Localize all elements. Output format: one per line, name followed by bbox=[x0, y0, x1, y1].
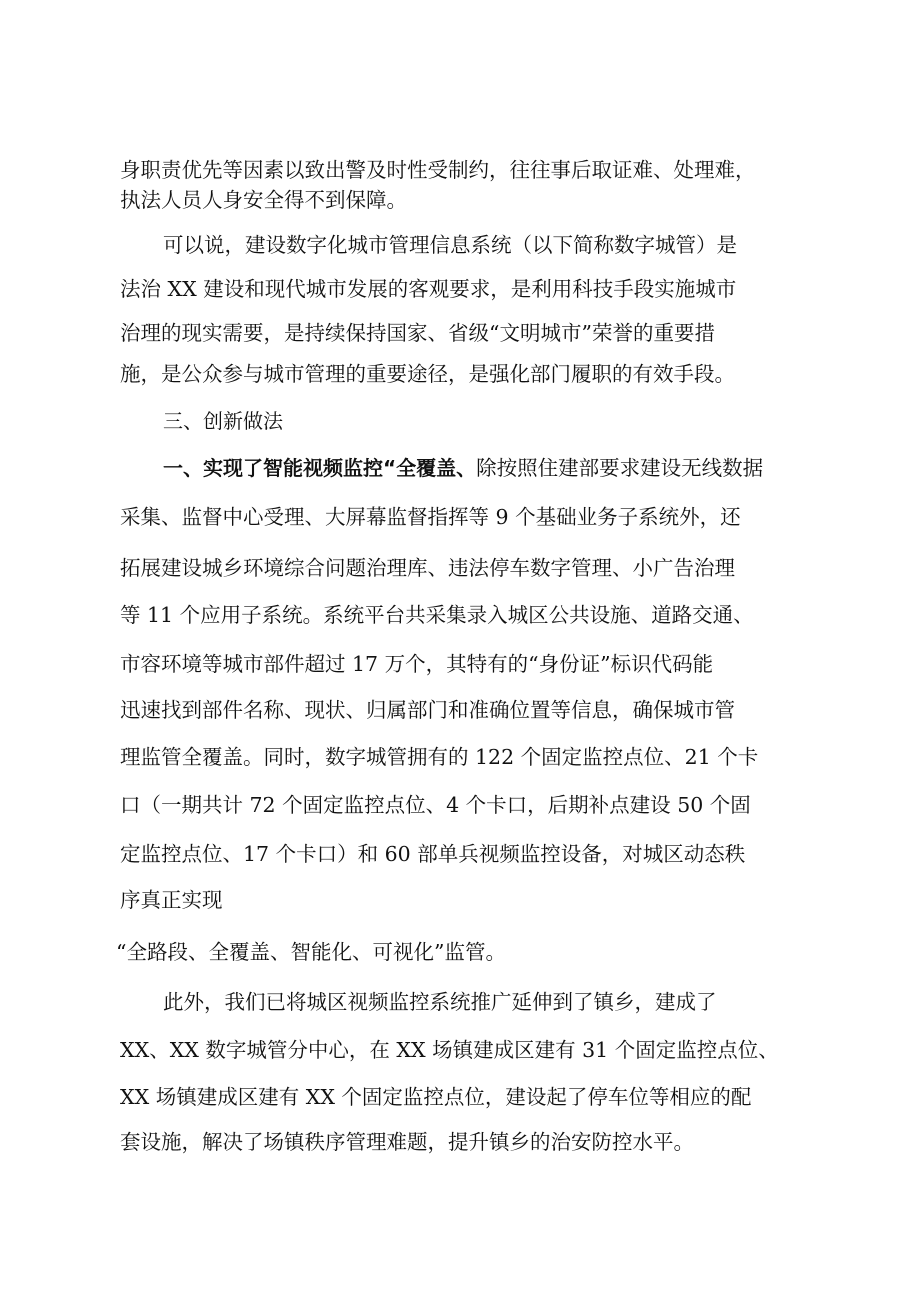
paragraph-3-line-8: 口（一期共计 72 个固定监控点位、4 个卡口，后期补点建设 50 个固 bbox=[120, 793, 751, 817]
paragraph-4-line-2: XX、XX 数字城管分中心，在 XX 场镇建成区建有 31 个固定监控点位、 bbox=[120, 1038, 779, 1062]
paragraph-2-line-1: 可以说，建设数字化城市管理信息系统（以下简称数字城管）是 bbox=[163, 233, 737, 257]
section-heading: 三、创新做法 bbox=[163, 409, 283, 433]
paragraph-3-line-7: 理监管全覆盖。同时，数字城管拥有的 122 个固定监控点位、21 个卡 bbox=[120, 745, 759, 769]
paragraph-4-line-3: XX 场镇建成区建有 XX 个固定监控点位，建设起了停车位等相应的配 bbox=[120, 1085, 752, 1109]
paragraph-3-line-5: 市容环境等城市部件超过 17 万个，其特有的“身份证”标识代码能 bbox=[120, 652, 714, 676]
quote-line: “全路段、全覆盖、智能化、可视化”监管。 bbox=[116, 940, 506, 964]
paragraph-1-line-2: 执法人员人身安全得不到保障。 bbox=[120, 188, 407, 212]
paragraph-1-line-1: 身职责优先等因素以致出警及时性受制约，往往事后取证难、处理难， bbox=[120, 158, 756, 182]
paragraph-3-line-6: 迅速找到部件名称、现状、归属部门和准确位置等信息，确保城市管 bbox=[120, 698, 735, 722]
paragraph-4-line-4: 套设施，解决了场镇秩序管理难题，提升镇乡的治安防控水平。 bbox=[120, 1130, 694, 1154]
paragraph-3-lead: 一、实现了智能视频监控“全覆盖、 bbox=[163, 456, 477, 480]
paragraph-3-line-2: 采集、监督中心受理、大屏幕监督指挥等 9 个基础业务子系统外，还 bbox=[120, 505, 741, 529]
paragraph-3-line-9: 定监控点位、17 个卡口）和 60 部单兵视频监控设备，对城区动态秩 bbox=[120, 842, 746, 866]
paragraph-3-line-1 bbox=[163, 451, 763, 485]
paragraph-3-line-1-text: 除按照住建部要求建设无线数据 bbox=[476, 456, 764, 480]
paragraph-3-line-4: 等 11 个应用子系统。系统平台共采集录入城区公共设施、道路交通、 bbox=[120, 603, 754, 627]
paragraph-4-line-1: 此外，我们已将城区视频监控系统推广延伸到了镇乡，建成了 bbox=[163, 990, 717, 1014]
paragraph-3-line-10: 序真正实现 bbox=[120, 888, 223, 912]
paragraph-2-line-2: 法治 XX 建设和现代城市发展的客观要求，是利用科技手段实施城市 bbox=[120, 277, 737, 301]
paragraph-3-line-3: 拓展建设城乡环境综合问题治理库、违法停车数字管理、小广告治理 bbox=[120, 556, 735, 580]
paragraph-2-line-3: 治理的现实需要，是持续保持国家、省级“文明城市”荣誉的重要措 bbox=[120, 321, 715, 345]
paragraph-2-line-4: 施，是公众参与城市管理的重要途径，是强化部门履职的有效手段。 bbox=[120, 362, 735, 386]
